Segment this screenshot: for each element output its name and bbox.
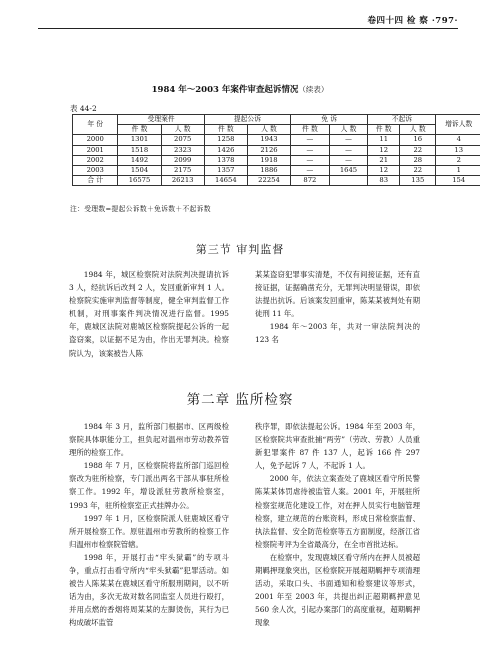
- running-title: 卷四十四 检 察 ·797·: [367, 16, 458, 26]
- sub-header: 件 数: [368, 125, 400, 135]
- table-cell: 28: [400, 155, 436, 165]
- table-row: [73, 135, 480, 145]
- case-review-table: [72, 114, 480, 186]
- paragraph: 1988 年 7 月，区检察院将监所部门巡回检察改为驻所检察，专门派出两名干部从事驻所检察工作。1992 年，增设派驻劳教所检察室，1993 年，驻所检察室正式挂牌办公。: [69, 461, 229, 510]
- paragraph: 2000 年，依法立案查处了鹿城区看守所民警陈某某体罚虐待被监管人案。2001 年，开展驻所检察室规范化建设工作，对在押人员实行电脑管理检察，建立规范的台账资料，形成日常检察监督、执法监督、安全防范检察等五方面制度，经浙江省检察院考评为全省最高分，在全市首批达标。: [255, 474, 420, 549]
- table-total-row: [73, 176, 480, 186]
- table-title-text: 1984 年～2003 年案件审查起诉情况: [151, 85, 299, 95]
- table-cell: 2323: [161, 145, 204, 155]
- table-cell: 1645: [329, 165, 368, 175]
- paragraph: 某某盗窃犯罪事实清楚，不仅有间接证据，还有直接证据，证据确凿充分，无罪判决明显错误，即依法提出抗诉。后该案发回重审，陈某某被判处有期徒刑 11 年。: [255, 270, 420, 319]
- table-cell: 1301: [118, 135, 161, 145]
- table-cell: 4: [436, 135, 480, 145]
- table-cell: 22254: [247, 176, 290, 186]
- paragraph: 1984 年 3 月，监所部门根据市、区两级检察院具体职能分工，担负起对温州市劳动教养管理所的检察工作。: [69, 422, 229, 458]
- table-cell: 21: [368, 155, 400, 165]
- table-group-header-row: [73, 115, 480, 125]
- table-cell: 2075: [161, 135, 204, 145]
- paragraph: 秩序罪，即依法提起公诉。1984 年至 2003 年，区检察院共审查批捕“两劳”（劳改、劳教）人员重新犯罪案件 87 件 137 人，起诉 166 件 297 人，免予起诉 7 人，不起诉 1 人。: [255, 422, 420, 471]
- table-cell: [329, 176, 368, 186]
- table-cell: —: [291, 135, 330, 145]
- table-cell: 1943: [247, 135, 290, 145]
- section3-left-column: [69, 268, 229, 360]
- paragraph: 1984 年～2003 年，共对一审法院判决的 123 名: [255, 322, 420, 345]
- paragraph: 1998 年，开展打击“牢头狱霸”的专项斗争，重点打击看守所内“牢头狱霸”犯罪活动。如被告人陈某某在鹿城区看守所服刑期间，以不听话为由，多次无故对数名同监室人员进行殴打，并用点燃的香烟将周某某的左脚烫伤，其行为已构成破坏监管: [69, 552, 229, 628]
- table-cell: 1492: [118, 155, 161, 165]
- table-cell: 2002: [73, 155, 118, 165]
- table-label: 表 44-2: [70, 104, 97, 113]
- table-cell: 12: [368, 165, 400, 175]
- chapter2-left-column: [69, 420, 229, 630]
- table-cell: 135: [400, 176, 436, 186]
- year-header: 年 份: [73, 115, 118, 135]
- table-cell: 13: [436, 145, 480, 155]
- sub-header: 件 数: [204, 125, 247, 135]
- table-cell: 1918: [247, 155, 290, 165]
- chapter-title: 第二章 监所检察: [186, 392, 294, 408]
- table-cell: —: [329, 145, 368, 155]
- table-cell: 2000: [73, 135, 118, 145]
- table-cell: 合 计: [73, 176, 118, 186]
- sub-header: 件 数: [118, 125, 161, 135]
- table-cell: 16: [400, 135, 436, 145]
- table-cell: 1426: [204, 145, 247, 155]
- sub-header: 人 数: [161, 125, 204, 135]
- table-cell: 1518: [118, 145, 161, 155]
- table-note: 注：受理数=提起公诉数＋免诉数＋不起诉数: [70, 205, 211, 213]
- table-cell: 11: [368, 135, 400, 145]
- table-cell: 2003: [73, 165, 118, 175]
- sub-header: 人 数: [400, 125, 436, 135]
- table-sub-header-row: [73, 125, 480, 135]
- running-header: [38, 14, 458, 29]
- table-cell: —: [329, 135, 368, 145]
- table-cell: 1: [436, 165, 480, 175]
- table-cell: —: [291, 155, 330, 165]
- table-cell: 26213: [161, 176, 204, 186]
- table-row: [73, 155, 480, 165]
- table-cell: —: [329, 155, 368, 165]
- table-cell: 22: [400, 165, 436, 175]
- table-title: [0, 83, 480, 95]
- sub-header: 件 数: [291, 125, 330, 135]
- chapter2-right-column: [255, 420, 420, 630]
- table-cell: 1886: [247, 165, 290, 175]
- group-header-non-prosecution: 不起诉: [368, 115, 436, 125]
- table-cell: 22: [400, 145, 436, 155]
- table-cell: 2099: [161, 155, 204, 165]
- table-row: [73, 165, 480, 175]
- table-cell: 872: [291, 176, 330, 186]
- table-row: [73, 145, 480, 155]
- paragraph: 1997 年 1 月，区检察院派人驻鹿城区看守所开展检察工作。原驻温州市劳教所的检察工作归温州市检察院管辖。: [69, 513, 229, 549]
- table-cell: 1357: [204, 165, 247, 175]
- table-cell: —: [291, 165, 330, 175]
- table-cell: 16575: [118, 176, 161, 186]
- table-title-suffix: （续表）: [298, 85, 329, 94]
- table-cell: 1258: [204, 135, 247, 145]
- group-header-exemption: 免 诉: [291, 115, 368, 125]
- table-cell: 12: [368, 145, 400, 155]
- section-title: 第三节 审判监督: [195, 243, 285, 256]
- sub-header: 人 数: [329, 125, 368, 135]
- paragraph: 在检察中，发现鹿城区看守所内在押人员被超期羁押现象突出，区检察院开展超期羁押专项清理活动，采取口头、书面通知和检察建议等形式，2001 年至 2003 年，共提出纠正超期羁押意见 560 余人次，引起办案部门的高度重视，超期羁押现象: [255, 552, 420, 628]
- group-header-accepted: 受理案件: [118, 115, 204, 125]
- paragraph: 1984 年，城区检察院对法院判决提请抗诉 3 人，经抗诉后改判 2 人，发回重新审判 1 人。检察院实施审判监督等制度，健全审判监督工作机制，对刑事案件判决情况进行监督。1995 年，鹿城区法院对鹿城区检察院提起公诉的一起盗窃案，以证据不足为由，作出无罪判决。检察院认为，该案被告人陈: [69, 270, 229, 358]
- table-cell: 2001: [73, 145, 118, 155]
- section3-right-column: [255, 268, 420, 347]
- sub-header: 人 数: [247, 125, 290, 135]
- table-cell: 2175: [161, 165, 204, 175]
- table-cell: 1378: [204, 155, 247, 165]
- table-cell: 2126: [247, 145, 290, 155]
- table-cell: 2: [436, 155, 480, 165]
- group-header-added-persons: 增诉人数: [436, 115, 480, 135]
- table-cell: 83: [368, 176, 400, 186]
- group-header-prosecution: 提起公诉: [204, 115, 290, 125]
- table-cell: —: [291, 145, 330, 155]
- table-cell: 154: [436, 176, 480, 186]
- table-cell: 14654: [204, 176, 247, 186]
- table-cell: 1504: [118, 165, 161, 175]
